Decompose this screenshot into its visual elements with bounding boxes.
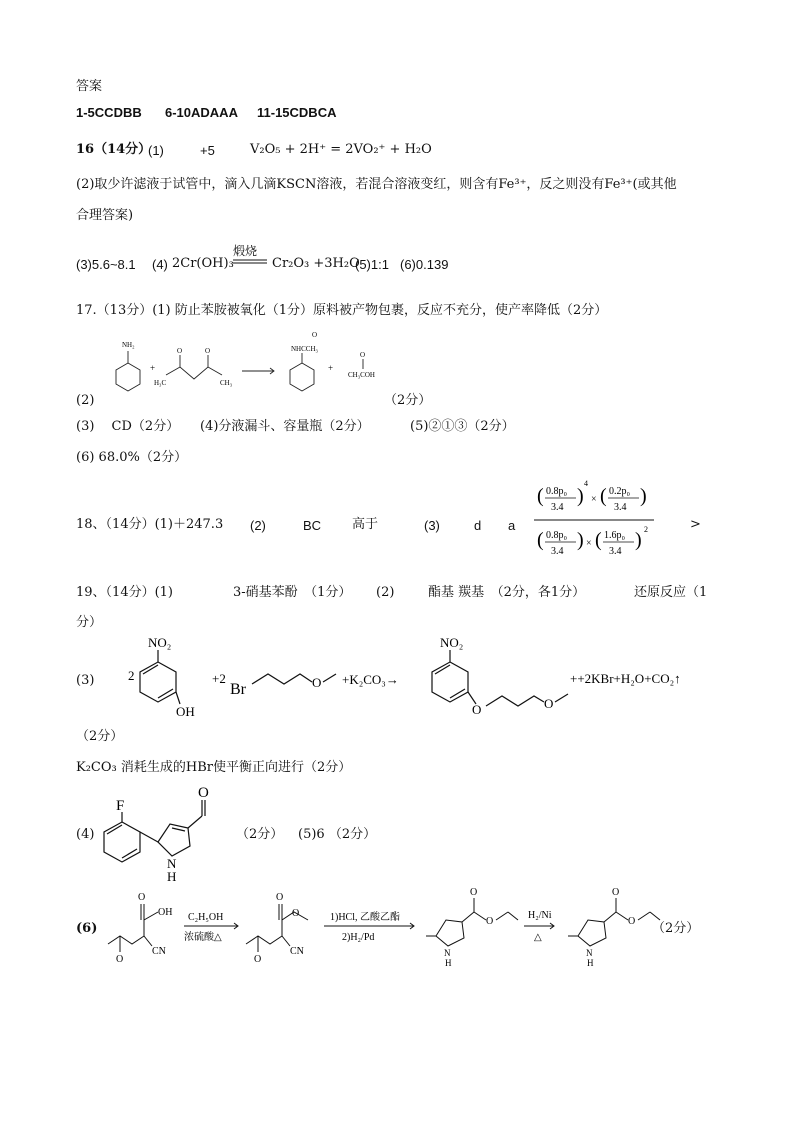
- svg-text:): ): [635, 529, 642, 551]
- product-o2: O: [544, 696, 554, 711]
- q19-part4-structure: [92, 786, 232, 886]
- acetanilide-nhcch3-label: NHCCH₃: [291, 345, 318, 353]
- q16-part4-reactant: 2Cr(OH)₃: [172, 256, 234, 271]
- kp-times-top: ×: [591, 494, 597, 505]
- svg-text:): ): [640, 485, 647, 507]
- q19-part3-score: （2分）: [76, 729, 124, 744]
- coef-plus2: +2: [212, 671, 226, 686]
- pyrrole-h: H: [167, 869, 177, 884]
- coef-2: 2: [128, 668, 135, 683]
- q17-heading: 17.（13分）(1) 防止苯胺被氧化（1分）原料被产物包裹，反应不充分，使产率降低（2分）: [76, 303, 608, 318]
- svg-text:O: O: [486, 916, 494, 927]
- svg-text:O: O: [470, 887, 478, 898]
- kp-den1-denom: 3.4: [551, 546, 564, 557]
- svg-text:(: (: [537, 485, 544, 507]
- byproducts: ++2KBr+H₂O+CO₂↑: [570, 671, 681, 686]
- svg-text:H: H: [587, 958, 594, 968]
- q19-part2-label: (2): [376, 585, 395, 600]
- nitrophenol-oh: OH: [176, 704, 195, 719]
- q19-heading: 19、（14分）(1): [76, 585, 173, 600]
- step1-condition: 浓硫酸△: [184, 932, 222, 943]
- q19-part4-label: (4): [76, 827, 95, 842]
- aniline-nh2-label: NH₂: [122, 341, 135, 349]
- kp-exp-bottom: 2: [644, 525, 648, 534]
- kp-num2: 0.2p₀: [609, 486, 630, 497]
- kp-times-bottom: ×: [586, 538, 592, 549]
- q18-part3-answer-d: d: [474, 518, 482, 533]
- q18-part3-label: (3): [424, 518, 440, 533]
- svg-text:+: +: [328, 363, 334, 373]
- svg-text:(: (: [600, 485, 607, 507]
- q16-part2-line2: 合理答案): [76, 208, 134, 223]
- q16-part4-label: (4): [152, 257, 168, 272]
- answers-6-10: 6-10ADAAA: [165, 105, 238, 120]
- q16-heading: 16（14分）: [76, 142, 152, 157]
- pyrrole-n: N: [167, 856, 177, 871]
- anhydride-ch3-right: CH₃: [220, 379, 233, 387]
- svg-text:): ): [577, 485, 584, 507]
- q19-part1-answer: 3-硝基苯酚 （1分）: [233, 585, 352, 600]
- q16-part4-arrow: [233, 259, 269, 265]
- q18-part2-answer: BC: [303, 518, 322, 533]
- kp-num1-denom: 3.4: [551, 502, 564, 513]
- q18-part2-label: (2): [250, 518, 266, 533]
- svg-text:+: +: [150, 363, 156, 373]
- svg-text:(: (: [537, 529, 544, 551]
- acetanilide-o-label: O: [312, 331, 318, 339]
- aldehyde-o: O: [198, 785, 209, 801]
- kp-den2: 1.6p₀: [604, 530, 625, 541]
- step3-condition: △: [534, 932, 542, 943]
- svg-text:O: O: [138, 892, 146, 903]
- bromide-o: O: [312, 675, 322, 690]
- q16-part5: (5)1:1: [355, 257, 389, 272]
- q16-oxidation-state: +5: [200, 143, 215, 158]
- svg-text:N: N: [444, 948, 451, 958]
- q19-synthesis-route: [96, 880, 736, 970]
- q16-part4-condition: 煅烧: [233, 244, 258, 258]
- nitrophenol-no2: NO₂: [148, 635, 172, 650]
- bromide-br: Br: [230, 681, 246, 698]
- page-title: 答案: [76, 79, 103, 94]
- q16-part4-product: Cr₂O₃ +3H₂O: [272, 256, 360, 271]
- q19-part6-label: (6): [76, 921, 98, 936]
- product-o: O: [472, 702, 482, 717]
- q17-part2-score: （2分）: [384, 393, 432, 408]
- product-no2: NO₂: [440, 635, 464, 650]
- fluoro-f: F: [116, 798, 125, 814]
- q18-comparison: >: [690, 517, 701, 532]
- q17-part4: (4)分液漏斗、容量瓶（2分）: [200, 419, 370, 434]
- ester-cn: CN: [290, 946, 304, 957]
- q17-part2-label: (2): [76, 393, 95, 408]
- svg-text:O: O: [612, 887, 620, 898]
- q17-part3: (3) CD（2分）: [76, 419, 180, 434]
- q19-part6-score: （2分）: [652, 921, 700, 936]
- q16-part1-label: (1): [148, 143, 164, 158]
- q19-part2-answer: 酯基 羰基 （2分，各1分）: [428, 585, 586, 600]
- kp-den1: 0.8p₀: [546, 530, 567, 541]
- q16-vanadium-equation: V₂O₅ + 2H⁺ = 2VO₂⁺ + H₂O: [250, 142, 432, 157]
- svg-text:H: H: [445, 958, 452, 968]
- start-oh: OH: [158, 907, 173, 918]
- q19-part2-answer2: 还原反应（1: [634, 585, 708, 600]
- kp-exp-top: 4: [584, 479, 588, 488]
- q17-part6: (6) 68.0%（2分）: [76, 450, 188, 465]
- svg-text:N: N: [586, 948, 593, 958]
- q17-part5: (5)②①③（2分）: [410, 419, 515, 434]
- q19-part2-continued: 分）: [76, 615, 103, 630]
- start-ketone-o: O: [116, 954, 124, 965]
- q18-kp-expression: [534, 478, 664, 570]
- anhydride-ch3-left: H₃C: [154, 379, 167, 387]
- q19-part4-score: （2分）: [236, 827, 284, 842]
- q16-part6: (6)0.139: [400, 257, 449, 272]
- kp-num1: 0.8p₀: [546, 486, 567, 497]
- svg-text:O: O: [628, 916, 636, 927]
- step2-reagent: 1)HCl, 乙酸乙酯: [330, 912, 400, 923]
- svg-text:): ): [577, 529, 584, 551]
- q16-part2-line1: (2)取少许滤液于试管中，滴入几滴KSCN溶液，若混合溶液变红，则含有Fe³⁺，反之则没有Fe³⁺(或其他: [76, 177, 677, 192]
- acetic-acid-o-label: O: [360, 351, 366, 359]
- q18-heading: 18、（14分）(1)＋247.3: [76, 517, 224, 532]
- step1-reagent: C₂H₅OH: [188, 912, 224, 923]
- svg-text:O: O: [254, 954, 262, 965]
- svg-text:O: O: [276, 892, 284, 903]
- q18-part3-answer-a: a: [508, 518, 516, 533]
- step3-reagent: H₂/Ni: [528, 910, 552, 921]
- anhydride-o-label-left: O: [177, 347, 183, 355]
- anhydride-o-label-right: O: [205, 347, 211, 355]
- kp-den2-denom: 3.4: [609, 546, 622, 557]
- k2co3-arrow: +K₂CO₃→: [342, 672, 399, 687]
- svg-text:O: O: [292, 908, 300, 919]
- q19-part3-note: K₂CO₃ 消耗生成的HBr使平衡正向进行（2分）: [76, 760, 352, 775]
- step2-condition: 2)H₂/Pd: [342, 932, 375, 943]
- q16-part3: (3)5.6~8.1: [76, 257, 136, 272]
- q18-part2-answer2: 高于: [352, 517, 379, 532]
- q17-acetylation-equation: [76, 325, 396, 395]
- kp-num2-denom: 3.4: [614, 502, 627, 513]
- q19-part5: (5)6 （2分）: [298, 827, 377, 842]
- q19-part3-label: (3): [76, 673, 95, 688]
- answers-1-5: 1-5CCDBB: [76, 105, 142, 120]
- q19-ether-equation: [120, 636, 710, 722]
- answers-11-15: 11-15CDBCA: [257, 105, 337, 120]
- acetic-acid-label: CH₃COH: [348, 371, 375, 379]
- start-cn: CN: [152, 946, 166, 957]
- svg-text:(: (: [595, 529, 602, 551]
